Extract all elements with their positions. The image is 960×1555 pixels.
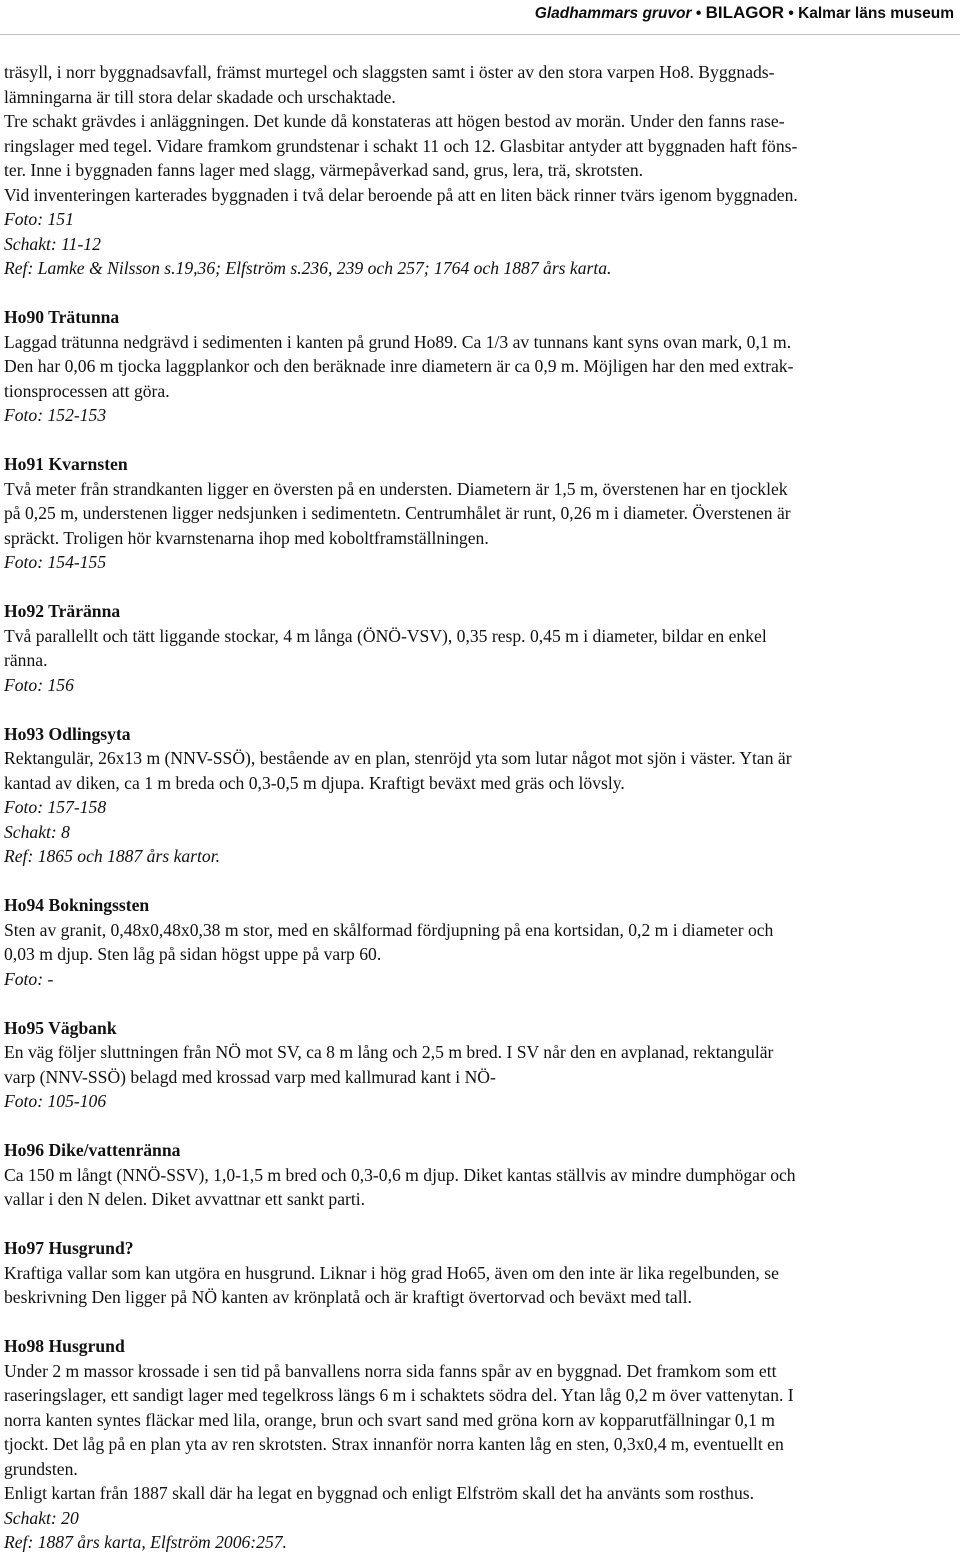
- source-ref: Ref: 1887 års karta, Elfström 2006:257.: [4, 1532, 287, 1552]
- body-line: norra kanten syntes fläckar med lila, orange, brun och svart sand med gröna korn av kopparutfällningar 0,1 m: [4, 1409, 775, 1430]
- spacer: [4, 428, 954, 453]
- body-line: Laggad trätunna nedgrävd i sedimenten i kanten på grund Ho89. Ca 1/3 av tunnans kant syns ovan mark, 0,1 m.: [4, 331, 792, 352]
- header-section: BILAGOR: [705, 3, 784, 22]
- foto-ref: Foto: 151: [4, 209, 74, 229]
- body-line: beskrivning Den ligger på NÖ kanten av krönplatå och är kraftigt övertorvad och beväxt med tall.: [4, 1287, 692, 1307]
- header-divider: [0, 34, 960, 35]
- body-line: grundsten.: [4, 1458, 78, 1479]
- entry-title: Ho97 Husgrund?: [4, 1238, 134, 1258]
- body-line: kantad av diken, ca 1 m breda och 0,3-0,5 m djupa. Kraftigt beväxt med gräs och lövsly.: [4, 772, 625, 793]
- schakt-ref: Schakt: 11-12: [4, 233, 101, 254]
- spacer: [4, 1114, 954, 1139]
- schakt-ref: Schakt: 20: [4, 1507, 79, 1528]
- source-ref: Ref: 1865 och 1887 års kartor.: [4, 846, 220, 866]
- page-header: [535, 3, 954, 23]
- foto-ref: Foto: 156: [4, 674, 74, 695]
- body-line: Två meter från strandkanten ligger en översten på en understen. Diametern är 1,5 m, överstenen har en tjocklek: [4, 478, 788, 499]
- entry-ho95: [4, 1016, 954, 1114]
- entry-ho93: [4, 722, 954, 869]
- entry-title: Ho98 Husgrund: [4, 1336, 125, 1356]
- spacer: [4, 869, 954, 894]
- body-line: Ca 150 m långt (NNÖ-SSV), 1,0-1,5 m bred och 0,3-0,6 m djup. Diket kantas ställvis av mindre dumphögar och: [4, 1164, 796, 1185]
- entry-ho92: [4, 599, 954, 697]
- entry-title: Ho94 Bokningssten: [4, 895, 150, 915]
- entry-title: Ho93 Odlingsyta: [4, 723, 131, 744]
- body-line: ter. Inne i byggnaden fanns lager med slagg, värmepåverkad sand, grus, lera, trä, skrotsten.: [4, 160, 644, 180]
- body-line: Vid inventeringen karterades byggnaden i två delar beroende på att en liten bäck rinner tvärs igenom byggnaden.: [4, 184, 798, 205]
- body-line: Enligt kartan från 1887 skall där ha legat en byggnad och enligt Elfström skall det ha använts som rosthus.: [4, 1483, 755, 1503]
- body-line: tionsprocessen att göra.: [4, 380, 170, 401]
- spacer: [4, 281, 954, 306]
- entry-title: Ho92 Träränna: [4, 601, 121, 621]
- entry-title: Ho90 Trätunna: [4, 307, 120, 327]
- body-line: Kraftiga vallar som kan utgöra en husgrund. Liknar i hög grad Ho65, även om den inte är lika regelbunden, se: [4, 1262, 779, 1283]
- body-line: på 0,25 m, understenen ligger nedsjunken i sedimentetn. Centrumhålet är runt, 0,26 m i diameter. Överstenen är: [4, 503, 791, 523]
- body-line: Rektangulär, 26x13 m (NNV-SSÖ), bestående av en plan, stenröjd yta som lutar något mot sjön i väster. Ytan är: [4, 748, 792, 768]
- foto-ref: Foto: 157-158: [4, 797, 107, 817]
- body-line: Två parallellt och tätt liggande stockar, 4 m långa (ÖNÖ-VSV), 0,35 resp. 0,45 m i diameter, bildar en enkel: [4, 625, 767, 646]
- entry-ho90: [4, 305, 954, 428]
- spacer: [4, 1212, 954, 1237]
- source-ref: Ref: Lamke & Nilsson s.19,36; Elfström s.236, 239 och 257; 1764 och 1887 års karta.: [4, 258, 612, 278]
- body-line: träsyll, i norr byggnadsavfall, främst murtegel och slaggsten samt i öster av den stora varpen Ho8. Byggnads-: [4, 62, 775, 82]
- body-line: 0,03 m djup. Sten låg på sidan högst uppe på varp 60.: [4, 944, 382, 964]
- spacer: [4, 575, 954, 600]
- entry-title: Ho95 Vägbank: [4, 1017, 117, 1038]
- body-line: Under 2 m massor krossade i sen tid på banvallens norra sida fanns spår av en byggnad. Det framkom som ett: [4, 1360, 777, 1381]
- body-line: ringslager med tegel. Vidare framkom grundstenar i schakt 11 och 12. Glasbitar antyder att byggnaden haft föns-: [4, 135, 798, 156]
- spacer: [4, 991, 954, 1016]
- body-line: Den har 0,06 m tjocka laggplankor och den beräknade inre diametern är ca 0,9 m. Möjligen har den med extrak-: [4, 356, 794, 376]
- body-line: En väg följer sluttningen från NÖ mot SV, ca 8 m lång och 2,5 m bred. I SV når den en avplanad, rektangulär: [4, 1042, 774, 1062]
- entry-title: Ho96 Dike/vattenränna: [4, 1140, 181, 1160]
- header-separator: •: [695, 5, 702, 22]
- body-line: tjockt. Det låg på en plan yta av ren skrotsten. Strax innanför norra kanten låg en sten, 0,3x0,4 m, eventuellt en: [4, 1434, 784, 1454]
- header-organization: Kalmar läns museum: [798, 5, 954, 22]
- body-line: vallar i den N delen. Diket avvattnar ett sankt parti.: [4, 1189, 366, 1209]
- entry-ho96: [4, 1138, 954, 1212]
- header-separator: •: [788, 5, 794, 22]
- entry-title: Ho91 Kvarnsten: [4, 454, 128, 474]
- foto-ref: Foto: 152-153: [4, 405, 107, 425]
- spacer: [4, 1310, 954, 1335]
- body-line: Tre schakt grävdes i anläggningen. Det kunde då konstateras att högen bestod av morän. Under den fanns rase-: [4, 111, 785, 131]
- entry-ho91: [4, 452, 954, 575]
- document-body: [4, 60, 954, 1555]
- body-line: ränna.: [4, 650, 48, 670]
- schakt-ref: Schakt: 8: [4, 821, 70, 842]
- header-project: Gladhammars gruvor: [534, 5, 692, 22]
- foto-ref: Foto: 154-155: [4, 552, 107, 572]
- entry-ho94: [4, 893, 954, 991]
- spacer: [4, 697, 954, 722]
- entry-ho98: [4, 1334, 954, 1555]
- intro-section: [4, 60, 954, 281]
- body-line: Sten av granit, 0,48x0,48x0,38 m stor, med en skålformad fördjupning på ena kortsidan, 0,2 m i diameter och: [4, 919, 774, 940]
- foto-ref: Foto: 105-106: [4, 1091, 107, 1111]
- body-line: lämningarna är till stora delar skadade och urschaktade.: [4, 86, 396, 107]
- entry-ho97: [4, 1236, 954, 1310]
- body-line: spräckt. Troligen hör kvarnstenarna ihop med koboltframställningen.: [4, 527, 489, 548]
- foto-ref: Foto: -: [4, 968, 54, 989]
- body-line: raseringslager, ett sandigt lager med tegelkross längs 6 m i schaktets södra del. Ytan låg 0,2 m över vattenytan. I: [4, 1385, 794, 1405]
- body-line: varp (NNV-SSÖ) belagd med krossad varp med kallmurad kant i NÖ-: [4, 1066, 496, 1087]
